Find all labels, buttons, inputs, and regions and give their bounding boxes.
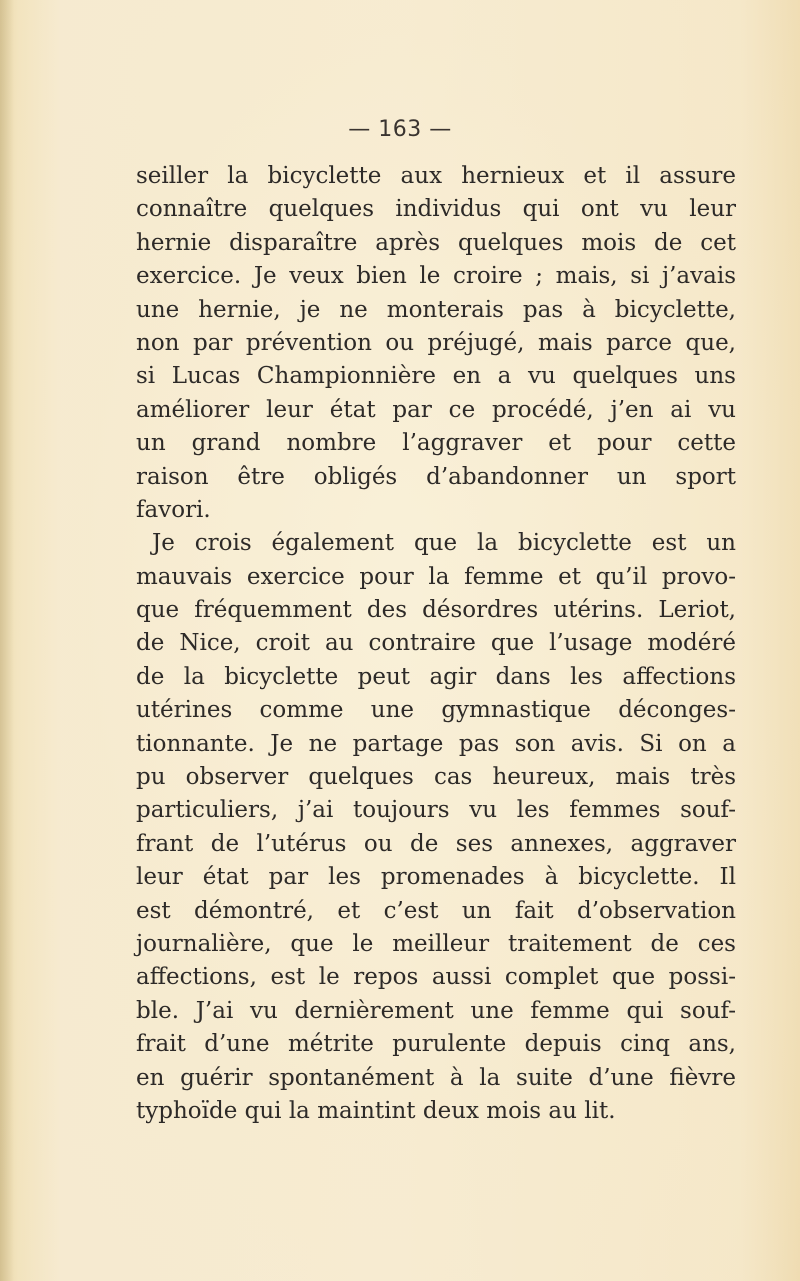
text-line: améliorer leur état par ce procédé, j’en ai vu [136, 396, 736, 423]
text-line: de la bicyclette peut agir dans les affections [136, 663, 736, 690]
text-line: utérines comme une gymnastique déconges- [136, 697, 736, 724]
text-line: en guérir spontanément à la suite d’une fièvre [136, 1064, 736, 1091]
text-line: particuliers, j’ai toujours vu les femmes souf- [136, 797, 736, 824]
text-line: raison être obligés d’abandonner un sport [136, 463, 736, 490]
text-line: tionnante. Je ne partage pas son avis. Si on a [136, 730, 736, 757]
text-line: leur état par les promenades à bicyclette. Il [136, 864, 736, 891]
page-number: — 163 — [348, 117, 452, 142]
text-line: hernie disparaître après quelques mois de cet [136, 229, 736, 256]
text-line: typhoïde qui la maintint deux mois au lit. [136, 1097, 616, 1124]
text-line: Je crois également que la bicyclette est un [152, 530, 736, 557]
text-line: connaître quelques individus qui ont vu leur [136, 196, 736, 223]
text-line: non par prévention ou préjugé, mais parce que, [136, 329, 736, 356]
body-text [136, 160, 736, 1128]
text-line: frait d’une métrite purulente depuis cinq ans, [136, 1031, 736, 1058]
text-line: frant de l’utérus ou de ses annexes, aggraver [136, 830, 736, 857]
text-line: un grand nombre l’aggraver et pour cette [136, 430, 736, 457]
text-line: ble. J’ai vu dernièrement une femme qui souf- [136, 997, 736, 1024]
text-line: si Lucas Championnière en a vu quelques uns [136, 363, 736, 390]
text-line: mauvais exercice pour la femme et qu’il provo- [136, 563, 736, 590]
text-line: est démontré, et c’est un fait d’observation [136, 897, 736, 924]
text-line: affections, est le repos aussi complet que possi- [136, 964, 736, 991]
text-line: journalière, que le meilleur traitement de ces [136, 930, 736, 957]
text-line: favori. [136, 496, 211, 523]
text-line: pu observer quelques cas heureux, mais très [136, 764, 736, 791]
text-line: exercice. Je veux bien le croire ; mais, si j’avais [136, 263, 736, 290]
text-line: de Nice, croit au contraire que l’usage modéré [136, 630, 736, 657]
text-line: que fréquemment des désordres utérins. Leriot, [136, 597, 736, 624]
text-line: une hernie, je ne monterais pas à bicyclette, [136, 296, 736, 323]
text-line: seiller la bicyclette aux hernieux et il assure [136, 163, 736, 189]
